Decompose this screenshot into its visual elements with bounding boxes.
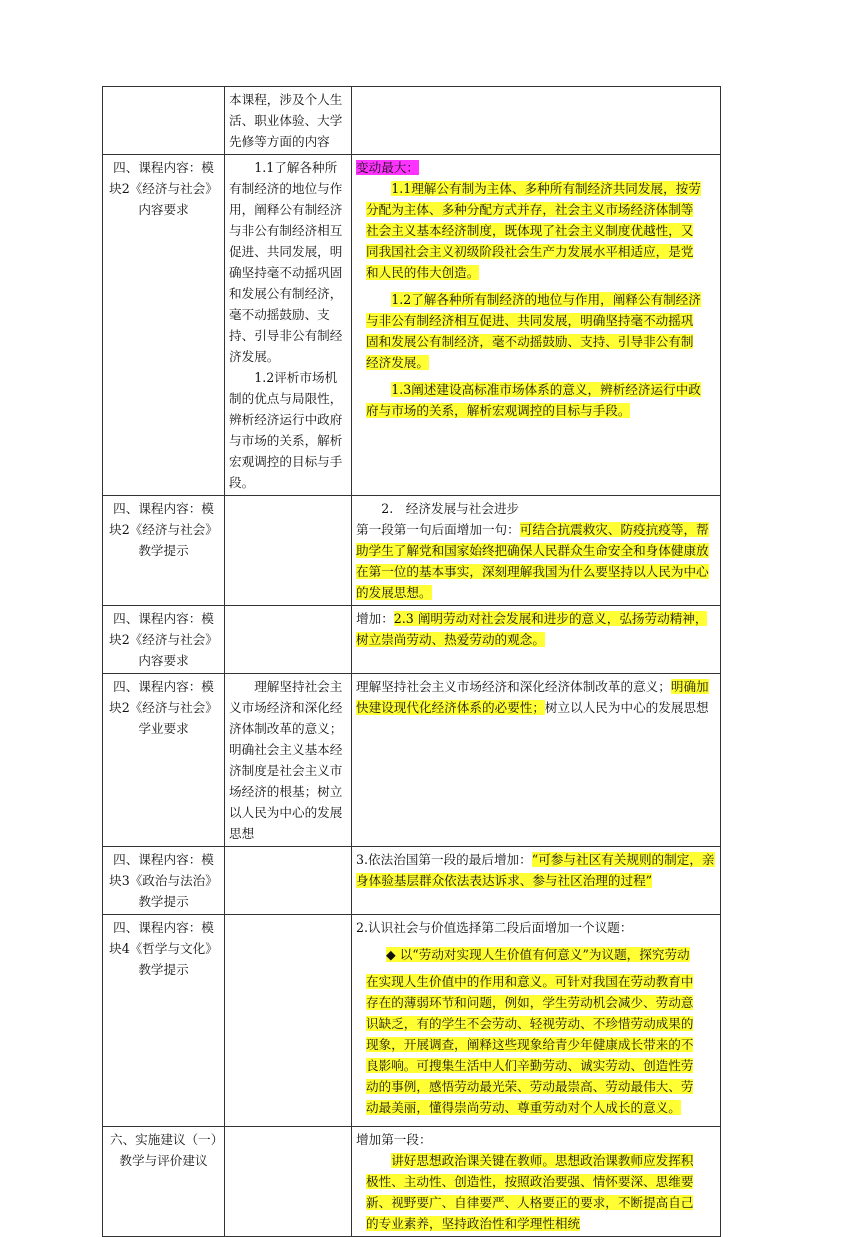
section-cell: 四、课程内容：模块2《经济与社会》内容要求 [103, 155, 225, 496]
revised-cell [352, 1127, 721, 1237]
table-row [103, 87, 721, 155]
revised-text: 以“劳动对实现人生价值有何意义”为议题，探究劳动 [399, 947, 690, 962]
table-row [103, 1127, 721, 1237]
original-cell: 理解坚持社会主义市场经济和深化经济体制改革的意义；明确社会主义基本经济制度是社会主义市场经济的根基；树立以人民为中心的发展思想 [225, 674, 352, 847]
original-cell [225, 496, 352, 606]
revised-cell [352, 606, 721, 674]
revised-text: 树立以人民为中心的发展思想 [544, 700, 709, 715]
original-cell [225, 847, 352, 915]
original-text: 1.2评析市场机制的优点与局限性，辨析经济运行中政府与市场的关系，解析宏观调控的目标与手段。 [229, 370, 343, 490]
original-cell [225, 1127, 352, 1237]
section-cell: 六、实施建议（一）教学与评价建议 [103, 1127, 225, 1237]
section-cell: 四、课程内容：模块4《哲学与文化》教学提示 [103, 915, 225, 1127]
table-row [103, 606, 721, 674]
revised-lead: 3.依法治国第一段的最后增加： [356, 852, 532, 867]
revised-cell [352, 915, 721, 1127]
revised-lead: 增加： [356, 611, 394, 626]
revised-text: 1.2了解各种所有制经济的地位与作用，阐释公有制经济与非公有制经济相互促进、共同发展，明确坚持毫不动摇巩固和发展公有制经济，毫不动摇鼓励、支持、引导非公有制经济发展。 [366, 292, 701, 370]
original-text: 1.1了解各种所有制经济的地位与作用，阐释公有制经济与非公有制经济相互促进、共同发展，明确坚持毫不动摇巩固和发展公有制经济，毫不动摇鼓励、支持、引导非公有制经济发展。 [229, 160, 343, 364]
table-row [103, 915, 721, 1127]
revised-heading: 2. 经济发展与社会进步 [381, 501, 520, 516]
revised-text: 1.1理解公有制为主体、多种所有制经济共同发展，按劳分配为主体、多种分配方式并存，社会主义市场经济体制等社会主义基本经济制度，既体现了社会主义制度优越性，又同我国社会主义初级阶段社会生产力发展水平相适应，是党和人民的伟大创造。 [366, 181, 701, 280]
revised-text: 在实现人生价值中的作用和意义。可针对我国在劳动教育中存在的薄弱环节和问题，例如，学生劳动机会减少、劳动意识缺乏，有的学生不会劳动、轻视劳动、不珍惜劳动成果的现象，开展调查，阐释这些现象给青少年健康成长带来的不良影响。可搜集生活中人们辛勤劳动、诚实劳动、创造性劳动的事例，感悟劳动最光荣、劳动最崇高、劳动最伟大、劳动最美丽，懂得崇尚劳动、尊重劳动对个人成长的意义。 [366, 974, 694, 1115]
revised-text: 明确加快建设现代化经济体系的必要性； [356, 679, 709, 715]
revised-lead: 第一段第一句后面增加一句： [356, 522, 520, 537]
section-cell: 四、课程内容：模块2《经济与社会》内容要求 [103, 606, 225, 674]
revised-lead: 增加第一段： [356, 1132, 432, 1147]
section-cell: 四、课程内容：模块3《政治与法治》教学提示 [103, 847, 225, 915]
section-cell [103, 87, 225, 155]
revised-cell [352, 155, 721, 496]
diamond-bullet-icon: ◆ [386, 947, 396, 962]
change-tag: 变动最大： [356, 160, 419, 175]
revised-cell [352, 674, 721, 847]
revised-text: 讲好思想政治课关键在教师。思想政治课教师应发挥积极性、主动性、创造性，按照政治要强、情怀要深、思维要新、视野要广、自律要严、人格要正的要求，不断提高自己的专业素养，坚持政治性和学理性相统 [366, 1153, 694, 1231]
table-row [103, 674, 721, 847]
revised-cell [352, 847, 721, 915]
revised-cell [352, 496, 721, 606]
revised-text: 2.3 阐明劳动对社会发展和进步的意义，弘扬劳动精神，树立崇尚劳动、热爱劳动的观念。 [356, 611, 708, 647]
original-cell [225, 155, 352, 496]
original-cell: 本课程，涉及个人生活、职业体验、大学先修等方面的内容 [225, 87, 352, 155]
revised-text: “可参与社区有关规则的制定，亲身体验基层群众依法表达诉求、参与社区治理的过程” [356, 852, 715, 888]
revised-text: 可结合抗震救灾、防疫抗疫等，帮助学生了解党和国家始终把确保人民群众生命安全和身体健康放在第一位的基本事实，深刻理解我国为什么要坚持以人民为中心的发展思想。 [356, 522, 709, 600]
table-row [103, 155, 721, 496]
original-cell [225, 606, 352, 674]
original-cell [225, 915, 352, 1127]
section-cell: 四、课程内容：模块2《经济与社会》教学提示 [103, 496, 225, 606]
revised-text: 理解坚持社会主义市场经济和深化经济体制改革的意义； [356, 679, 671, 694]
table-row [103, 847, 721, 915]
table-row [103, 496, 721, 606]
comparison-table [102, 86, 721, 1237]
revised-text: 1.3阐述建设高标准市场体系的意义，辨析经济运行中政府与市场的关系，解析宏观调控的目标与手段。 [366, 382, 701, 418]
revised-lead: 2.认识社会与价值选择第二段后面增加一个议题： [356, 920, 633, 935]
revised-cell [352, 87, 721, 155]
section-cell: 四、课程内容：模块2《经济与社会》学业要求 [103, 674, 225, 847]
